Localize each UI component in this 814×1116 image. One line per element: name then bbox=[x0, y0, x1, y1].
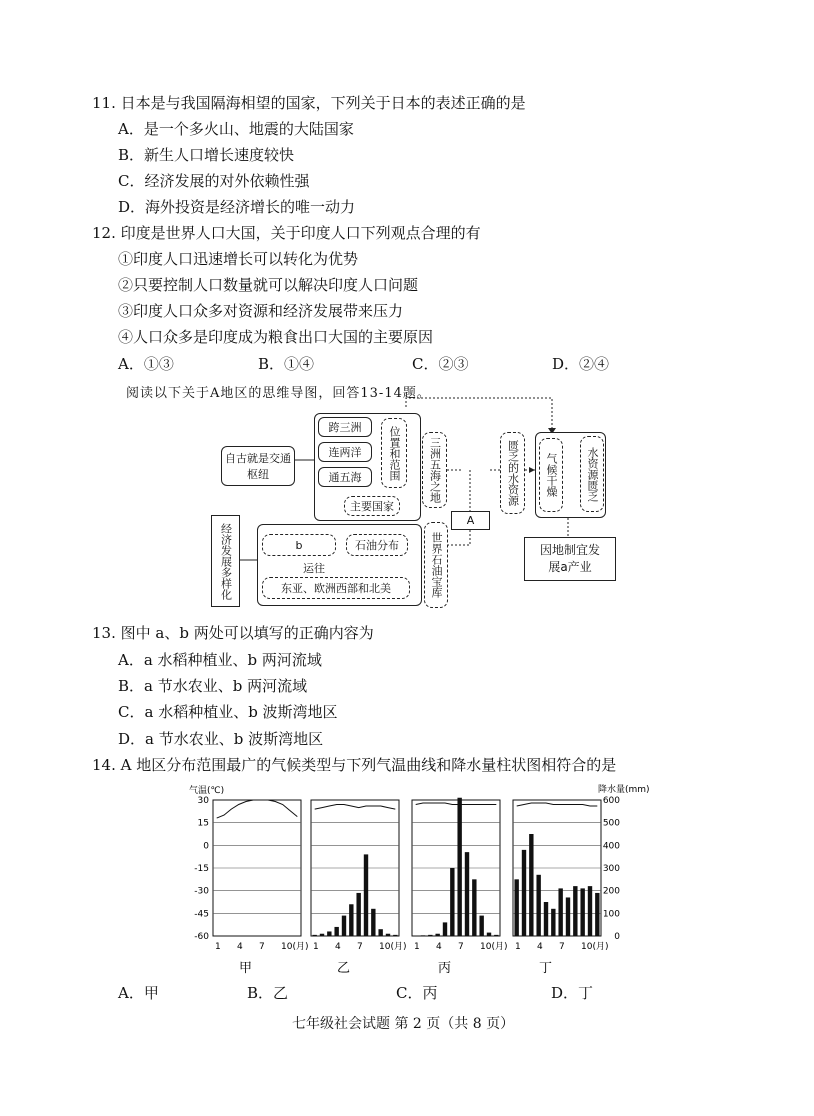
precip-tick-label: 200 bbox=[602, 886, 620, 897]
q12-item-3: ③印度人口众多对资源和经济发展带来压力 bbox=[118, 302, 404, 320]
q12-stem: 12. 印度是世界人口大国，关于印度人口下列观点合理的有 bbox=[92, 224, 481, 242]
precip-bar bbox=[566, 897, 570, 936]
precip-tick-label: 300 bbox=[602, 864, 620, 874]
precip-bar bbox=[573, 886, 577, 936]
x-tick-label: 7 bbox=[559, 942, 565, 952]
precip-bar bbox=[320, 934, 324, 936]
q13-option-a: A．a 水稻种植业、b 两河流域 bbox=[118, 651, 322, 669]
mm-destinations: 东亚、欧洲西部和北美 bbox=[262, 577, 410, 599]
x-tick-label: 10(月) bbox=[281, 942, 309, 952]
precip-bar bbox=[327, 931, 331, 936]
precip-bar bbox=[588, 886, 592, 936]
q11-stem: 11. 日本是与我国隔海相望的国家，下列关于日本的表述正确的是 bbox=[92, 94, 526, 112]
panel-name: 甲 bbox=[239, 961, 253, 976]
x-tick-label: 4 bbox=[436, 942, 442, 952]
precip-tick-label: 100 bbox=[602, 909, 620, 920]
x-tick-label: 1 bbox=[515, 942, 521, 952]
panel-name: 丁 bbox=[539, 961, 553, 976]
x-tick-label: 10(月) bbox=[581, 942, 609, 952]
mm-oil-distribution: 石油分布 bbox=[346, 534, 408, 556]
x-tick-label: 4 bbox=[537, 942, 543, 952]
precip-bar bbox=[522, 850, 526, 936]
temp-tick-label: -30 bbox=[194, 886, 209, 897]
precip-bar bbox=[334, 927, 338, 936]
temp-axis-label: 气温(℃) bbox=[189, 786, 225, 796]
temp-tick-label: -15 bbox=[194, 864, 209, 874]
x-tick-label: 1 bbox=[215, 942, 221, 952]
temp-tick-label: 0 bbox=[203, 841, 209, 852]
temp-curve bbox=[217, 800, 298, 818]
q14-option-d: D．丁 bbox=[551, 984, 594, 1002]
precip-bar bbox=[371, 909, 375, 936]
precip-tick-label: 600 bbox=[602, 796, 620, 806]
q13-option-c: C．a 水稻种植业、b 波斯湾地区 bbox=[118, 703, 338, 721]
q13-option-b: B．a 节水农业、b 两河流域 bbox=[118, 677, 308, 695]
q12-option-c: C．②③ bbox=[412, 355, 469, 373]
precip-bar bbox=[558, 888, 562, 936]
q13-option-d: D．a 节水农业、b 波斯湾地区 bbox=[118, 730, 324, 748]
q14-option-a: A．甲 bbox=[118, 984, 159, 1002]
precip-bar bbox=[580, 888, 584, 936]
x-tick-label: 4 bbox=[237, 942, 243, 952]
precip-bar bbox=[494, 935, 498, 936]
precip-bar bbox=[479, 916, 483, 936]
temp-curve bbox=[517, 803, 598, 806]
q14-option-b: B．乙 bbox=[247, 984, 289, 1002]
precip-tick-label: 0 bbox=[614, 932, 620, 942]
precip-bar bbox=[465, 852, 469, 936]
precip-bar bbox=[514, 879, 518, 936]
temp-tick-label: -45 bbox=[194, 909, 209, 920]
mm-three-continents-five-seas: 三洲五海之地 bbox=[422, 432, 447, 508]
precip-bar bbox=[443, 922, 447, 936]
mm-scarce-water: 匮乏的水资源 bbox=[500, 432, 525, 514]
mm-transport-label: 运往 bbox=[303, 562, 325, 575]
temp-tick-label: 15 bbox=[197, 818, 209, 829]
precip-bar bbox=[386, 934, 390, 936]
precip-bar bbox=[450, 868, 454, 936]
climate-charts bbox=[180, 780, 650, 980]
q11-option-b: B．新生人口增长速度较快 bbox=[118, 146, 295, 164]
page-footer: 七年级社会试题 第 2 页（共 8 页） bbox=[292, 1016, 515, 1032]
precip-bar bbox=[421, 935, 425, 936]
precip-bar bbox=[393, 935, 397, 936]
mm-hub: 自古就是交通枢纽 bbox=[221, 446, 295, 486]
precip-tick-label: 500 bbox=[602, 818, 620, 829]
mm-region-a: A bbox=[451, 511, 490, 530]
q11-option-c: C．经济发展的对外依赖性强 bbox=[118, 172, 310, 190]
x-tick-label: 7 bbox=[357, 942, 363, 952]
mm-b-blank: b bbox=[262, 534, 336, 556]
q12-item-2: ②只要控制人口数量就可以解决印度人口问题 bbox=[118, 276, 419, 294]
q14-option-c: C．丙 bbox=[396, 984, 438, 1002]
q14-stem: 14. A 地区分布范围最广的气候类型与下列气温曲线和降水量柱状图相符合的是 bbox=[92, 756, 617, 774]
precip-bar bbox=[378, 929, 382, 936]
q12-item-1: ①印度人口迅速增长可以转化为优势 bbox=[118, 250, 359, 268]
mm-main-countries: 主要国家 bbox=[344, 496, 400, 516]
precip-bar bbox=[457, 798, 461, 936]
x-tick-label: 10(月) bbox=[379, 942, 407, 952]
precip-axis-label: 降水量(mm) bbox=[598, 785, 650, 795]
precip-bar bbox=[536, 875, 540, 936]
precip-bar bbox=[529, 834, 533, 936]
precip-bar bbox=[595, 893, 599, 936]
mm-position-range: 位置和范围 bbox=[381, 418, 407, 488]
temp-tick-label: -60 bbox=[194, 932, 209, 942]
mm-world-oil-treasury: 世界石油宝库 bbox=[424, 522, 448, 608]
precip-bar bbox=[428, 935, 432, 936]
precip-bar bbox=[349, 904, 353, 936]
temp-curve bbox=[416, 803, 497, 805]
precip-bar bbox=[435, 934, 439, 936]
x-tick-label: 1 bbox=[414, 942, 420, 952]
mm-water-poor: 水资源匮乏 bbox=[580, 436, 604, 512]
temp-curve bbox=[315, 805, 396, 810]
precip-bar bbox=[312, 935, 316, 936]
x-tick-label: 4 bbox=[335, 942, 341, 952]
precip-bar bbox=[551, 909, 555, 936]
precip-bar bbox=[544, 902, 548, 936]
panel-name: 丙 bbox=[438, 961, 452, 976]
mm-dry-climate: 气候干燥 bbox=[539, 438, 563, 512]
x-tick-label: 1 bbox=[313, 942, 319, 952]
x-tick-label: 7 bbox=[458, 942, 464, 952]
reading-instruction: 阅读以下关于A地区的思维导图，回答13-14题。 bbox=[126, 386, 431, 401]
mm-connect-oceans: 连两洋 bbox=[318, 442, 372, 462]
q12-item-4: ④人口众多是印度成为粮食出口大国的主要原因 bbox=[118, 328, 434, 346]
q13-stem: 13. 图中 a、b 两处可以填写的正确内容为 bbox=[92, 624, 374, 642]
q11-option-d: D．海外投资是经济增长的唯一动力 bbox=[118, 198, 356, 216]
q11-option-a: A．是一个多火山、地震的大陆国家 bbox=[118, 120, 354, 138]
x-tick-label: 7 bbox=[259, 942, 265, 952]
x-tick-label: 10(月) bbox=[480, 942, 508, 952]
precip-bar bbox=[342, 916, 346, 936]
precip-bar bbox=[472, 879, 476, 936]
mm-five-seas: 通五海 bbox=[318, 467, 372, 487]
mm-cross-continents: 跨三洲 bbox=[318, 417, 372, 437]
mm-adapt-industry: 因地制宜发展a产业 bbox=[524, 537, 616, 581]
precip-bar bbox=[364, 854, 368, 936]
panel-name: 乙 bbox=[337, 961, 351, 976]
precip-bar bbox=[487, 933, 491, 936]
q12-option-b: B．①④ bbox=[258, 355, 315, 373]
temp-tick-label: 30 bbox=[197, 796, 209, 806]
precip-bar bbox=[356, 893, 360, 936]
mm-diversify-economy: 经济发展多样化 bbox=[211, 515, 240, 607]
q12-option-a: A．①③ bbox=[118, 355, 174, 373]
precip-tick-label: 400 bbox=[602, 841, 620, 852]
q12-option-d: D．②④ bbox=[552, 355, 610, 373]
